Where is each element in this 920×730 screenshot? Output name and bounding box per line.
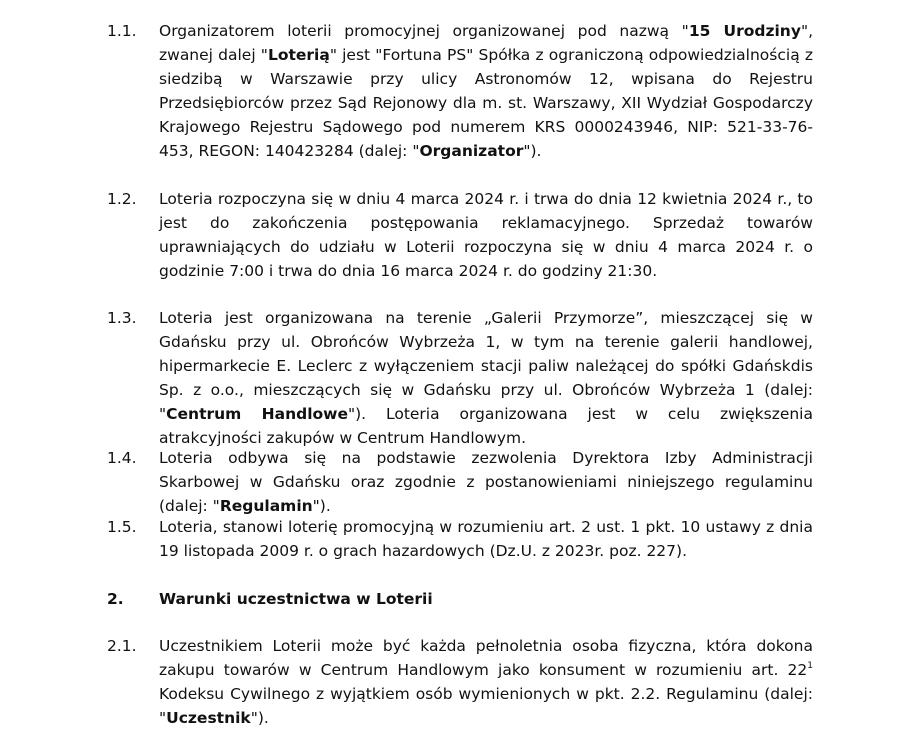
section-text xyxy=(159,634,813,730)
text-run: "). xyxy=(312,497,331,515)
text-run: Kodeksu Cywilnego z wyjątkiem osób wymienionych w pkt. 2.2. Regulaminu (dalej: " xyxy=(159,685,813,727)
bold-term: Regulamin xyxy=(219,497,313,515)
section-1-2 xyxy=(107,187,813,283)
bold-term: Centrum Handlowe xyxy=(166,405,348,423)
section-number: 1.3. xyxy=(107,309,137,327)
text-run: "). Loteria organizowana jest w celu zwiększenia atrakcyjności zakupów w Centrum Handlowym. xyxy=(159,405,813,447)
text-run: Loteria jest organizowana na terenie „Galerii Przymorze”, mieszczącej się w Gdańsku przy ul. Obrońców Wybrzeża 1, w tym na terenie galerii handlowej, hipermarkecie E. Leclerc z wyłączeniem stacji paliw należącej do spółki Gdańskdis Sp. z o.o., mieszczących się w Gdańsku przy ul. Obrońców Wybrzeża 1 (dalej: " xyxy=(159,309,813,423)
heading-number: 2. xyxy=(107,590,124,608)
text-run: ", zwanej dalej " xyxy=(159,22,813,64)
bold-term: Loterią xyxy=(267,46,330,64)
text-run: Loteria, stanowi loterię promocyjną w rozumieniu art. 2 ust. 1 pkt. 10 ustawy z dnia 19 listopada 2009 r. o grach hazardowych (Dz.U. z 2023r. poz. 227). xyxy=(159,518,813,560)
text-run: " jest "Fortuna PS" Spółka z ograniczoną odpowiedzialnością z siedzibą w Warszawie przy ulicy Astronomów 12, wpisana do Rejestru Przedsiębiorców przez Sąd Rejonowy dla m. st. Warszawy, XII Wydział Gospodarczy Krajowego Rejestru Sądowego pod numerem KRS 0000243946, NIP: 521-33-76-453, REGON: 140423284 (dalej: " xyxy=(159,46,814,160)
section-text xyxy=(159,446,813,518)
section-number: 1.2. xyxy=(107,190,137,208)
section-2-1 xyxy=(107,634,813,730)
text-run: "). xyxy=(523,142,542,160)
bold-term: 15 Urodziny xyxy=(688,22,801,40)
section-number: 1.5. xyxy=(107,518,137,536)
heading-title: Warunki uczestnictwa w Loterii xyxy=(159,590,433,608)
section-2-heading xyxy=(107,587,813,611)
section-text xyxy=(159,19,813,163)
section-number: 2.1. xyxy=(107,637,137,655)
text-run: Organizatorem loterii promocyjnej organizowanej pod nazwą " xyxy=(159,22,689,40)
superscript: 1 xyxy=(807,660,813,671)
text-run: Uczestnikiem Loterii może być każda pełnoletnia osoba fizyczna, która dokona zakupu towarów w Centrum Handlowym jako konsument w rozumieniu art. 22 xyxy=(159,637,813,679)
section-number: 1.1. xyxy=(107,22,137,40)
section-text xyxy=(159,306,813,450)
section-1-1 xyxy=(107,19,813,163)
bold-term: Organizator xyxy=(419,142,524,160)
section-number: 1.4. xyxy=(107,449,137,467)
text-run: "). xyxy=(250,709,269,727)
section-1-5 xyxy=(107,515,813,563)
section-text xyxy=(159,515,813,563)
text-run: Loteria rozpoczyna się w dniu 4 marca 2024 r. i trwa do dnia 12 kwietnia 2024 r., to jest do zakończenia postępowania reklamacyjnego. Sprzedaż towarów uprawniających do udziału w Loterii rozpoczyna się w dniu 4 marca 2024 r. o godzinie 7:00 i trwa do dnia 16 marca 2024 r. do godziny 21:30. xyxy=(159,190,813,280)
section-1-3 xyxy=(107,306,813,450)
section-text xyxy=(159,187,813,283)
section-1-4 xyxy=(107,446,813,518)
bold-term: Uczestnik xyxy=(166,709,251,727)
text-run: Loteria odbywa się na podstawie zezwolenia Dyrektora Izby Administracji Skarbowej w Gdańsku oraz zgodnie z postanowieniami niniejszego regulaminu (dalej: " xyxy=(159,449,813,515)
